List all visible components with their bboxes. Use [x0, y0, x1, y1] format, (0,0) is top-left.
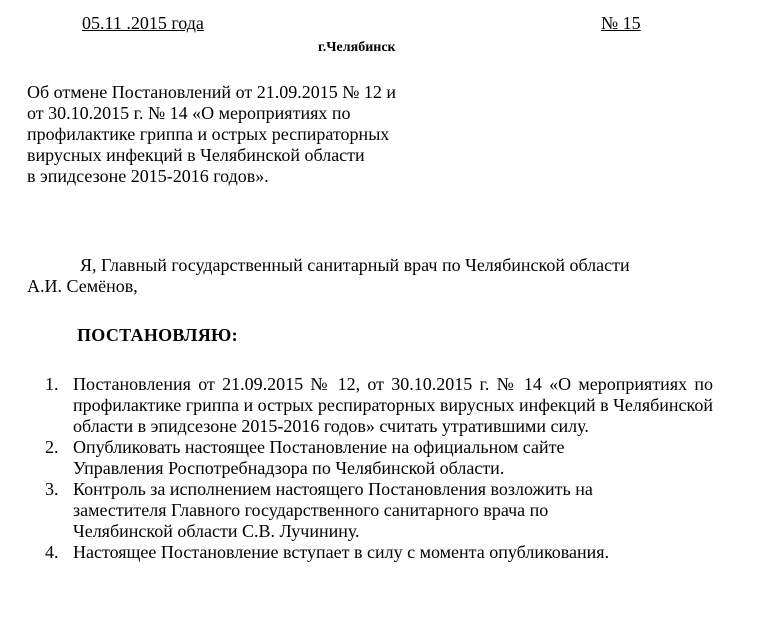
subject-line: Об отмене Постановлений от 21.09.2015 № 12 и [27, 82, 396, 102]
resolve-heading: ПОСТАНОВЛЯЮ: [77, 325, 238, 345]
subject-line: профилактике гриппа и острых респираторных [27, 124, 390, 144]
subject-line: вирусных инфекций в Челябинской области [27, 145, 365, 165]
list-item [45, 542, 713, 563]
intro-line: Я, Главный государственный санитарный врач по Челябинской области [80, 255, 630, 275]
intro-line: А.И. Семёнов, [27, 276, 138, 296]
list-item-number: 3. [45, 479, 59, 499]
resolution-list [45, 374, 713, 563]
list-item-number: 4. [45, 542, 59, 562]
list-item-line: Управления Роспотребнадзора по Челябинской области. [73, 458, 505, 478]
list-item [45, 479, 713, 542]
document-number: № 15 [601, 13, 641, 33]
list-item-line: Челябинской области С.В. Лучинину. [73, 521, 360, 541]
list-item-line: заместителя Главного государственного санитарного врача по [73, 500, 549, 520]
intro-paragraph [27, 255, 717, 297]
subject-line: от 30.10.2015 г. № 14 «О мероприятиях по [27, 103, 351, 123]
document-city: г.Челябинск [318, 40, 396, 55]
subject-line: в эпидсезоне 2015-2016 годов». [27, 166, 269, 186]
list-item [45, 437, 713, 479]
list-item-text: Настоящее Постановление вступает в силу с момента опубликования. [73, 542, 610, 562]
document-date: 05.11 .2015 года [82, 13, 204, 33]
list-item-line: Опубликовать настоящее Постановление на официальном сайте [73, 437, 565, 457]
list-item-text: Постановления от 21.09.2015 № 12, от 30.10.2015 г. № 14 «О мероприятиях по профилактике гриппа и острых респираторных вирусных инфекций в Челябинской области в эпидсезоне 2015-2016 годов» считать утратившими силу. [73, 374, 713, 436]
document-subject [27, 82, 467, 187]
list-item-line: Контроль за исполнением настоящего Постановления возложить на [73, 479, 593, 499]
list-item-number: 2. [45, 437, 59, 457]
list-item-number: 1. [45, 374, 59, 394]
list-item [45, 374, 713, 437]
